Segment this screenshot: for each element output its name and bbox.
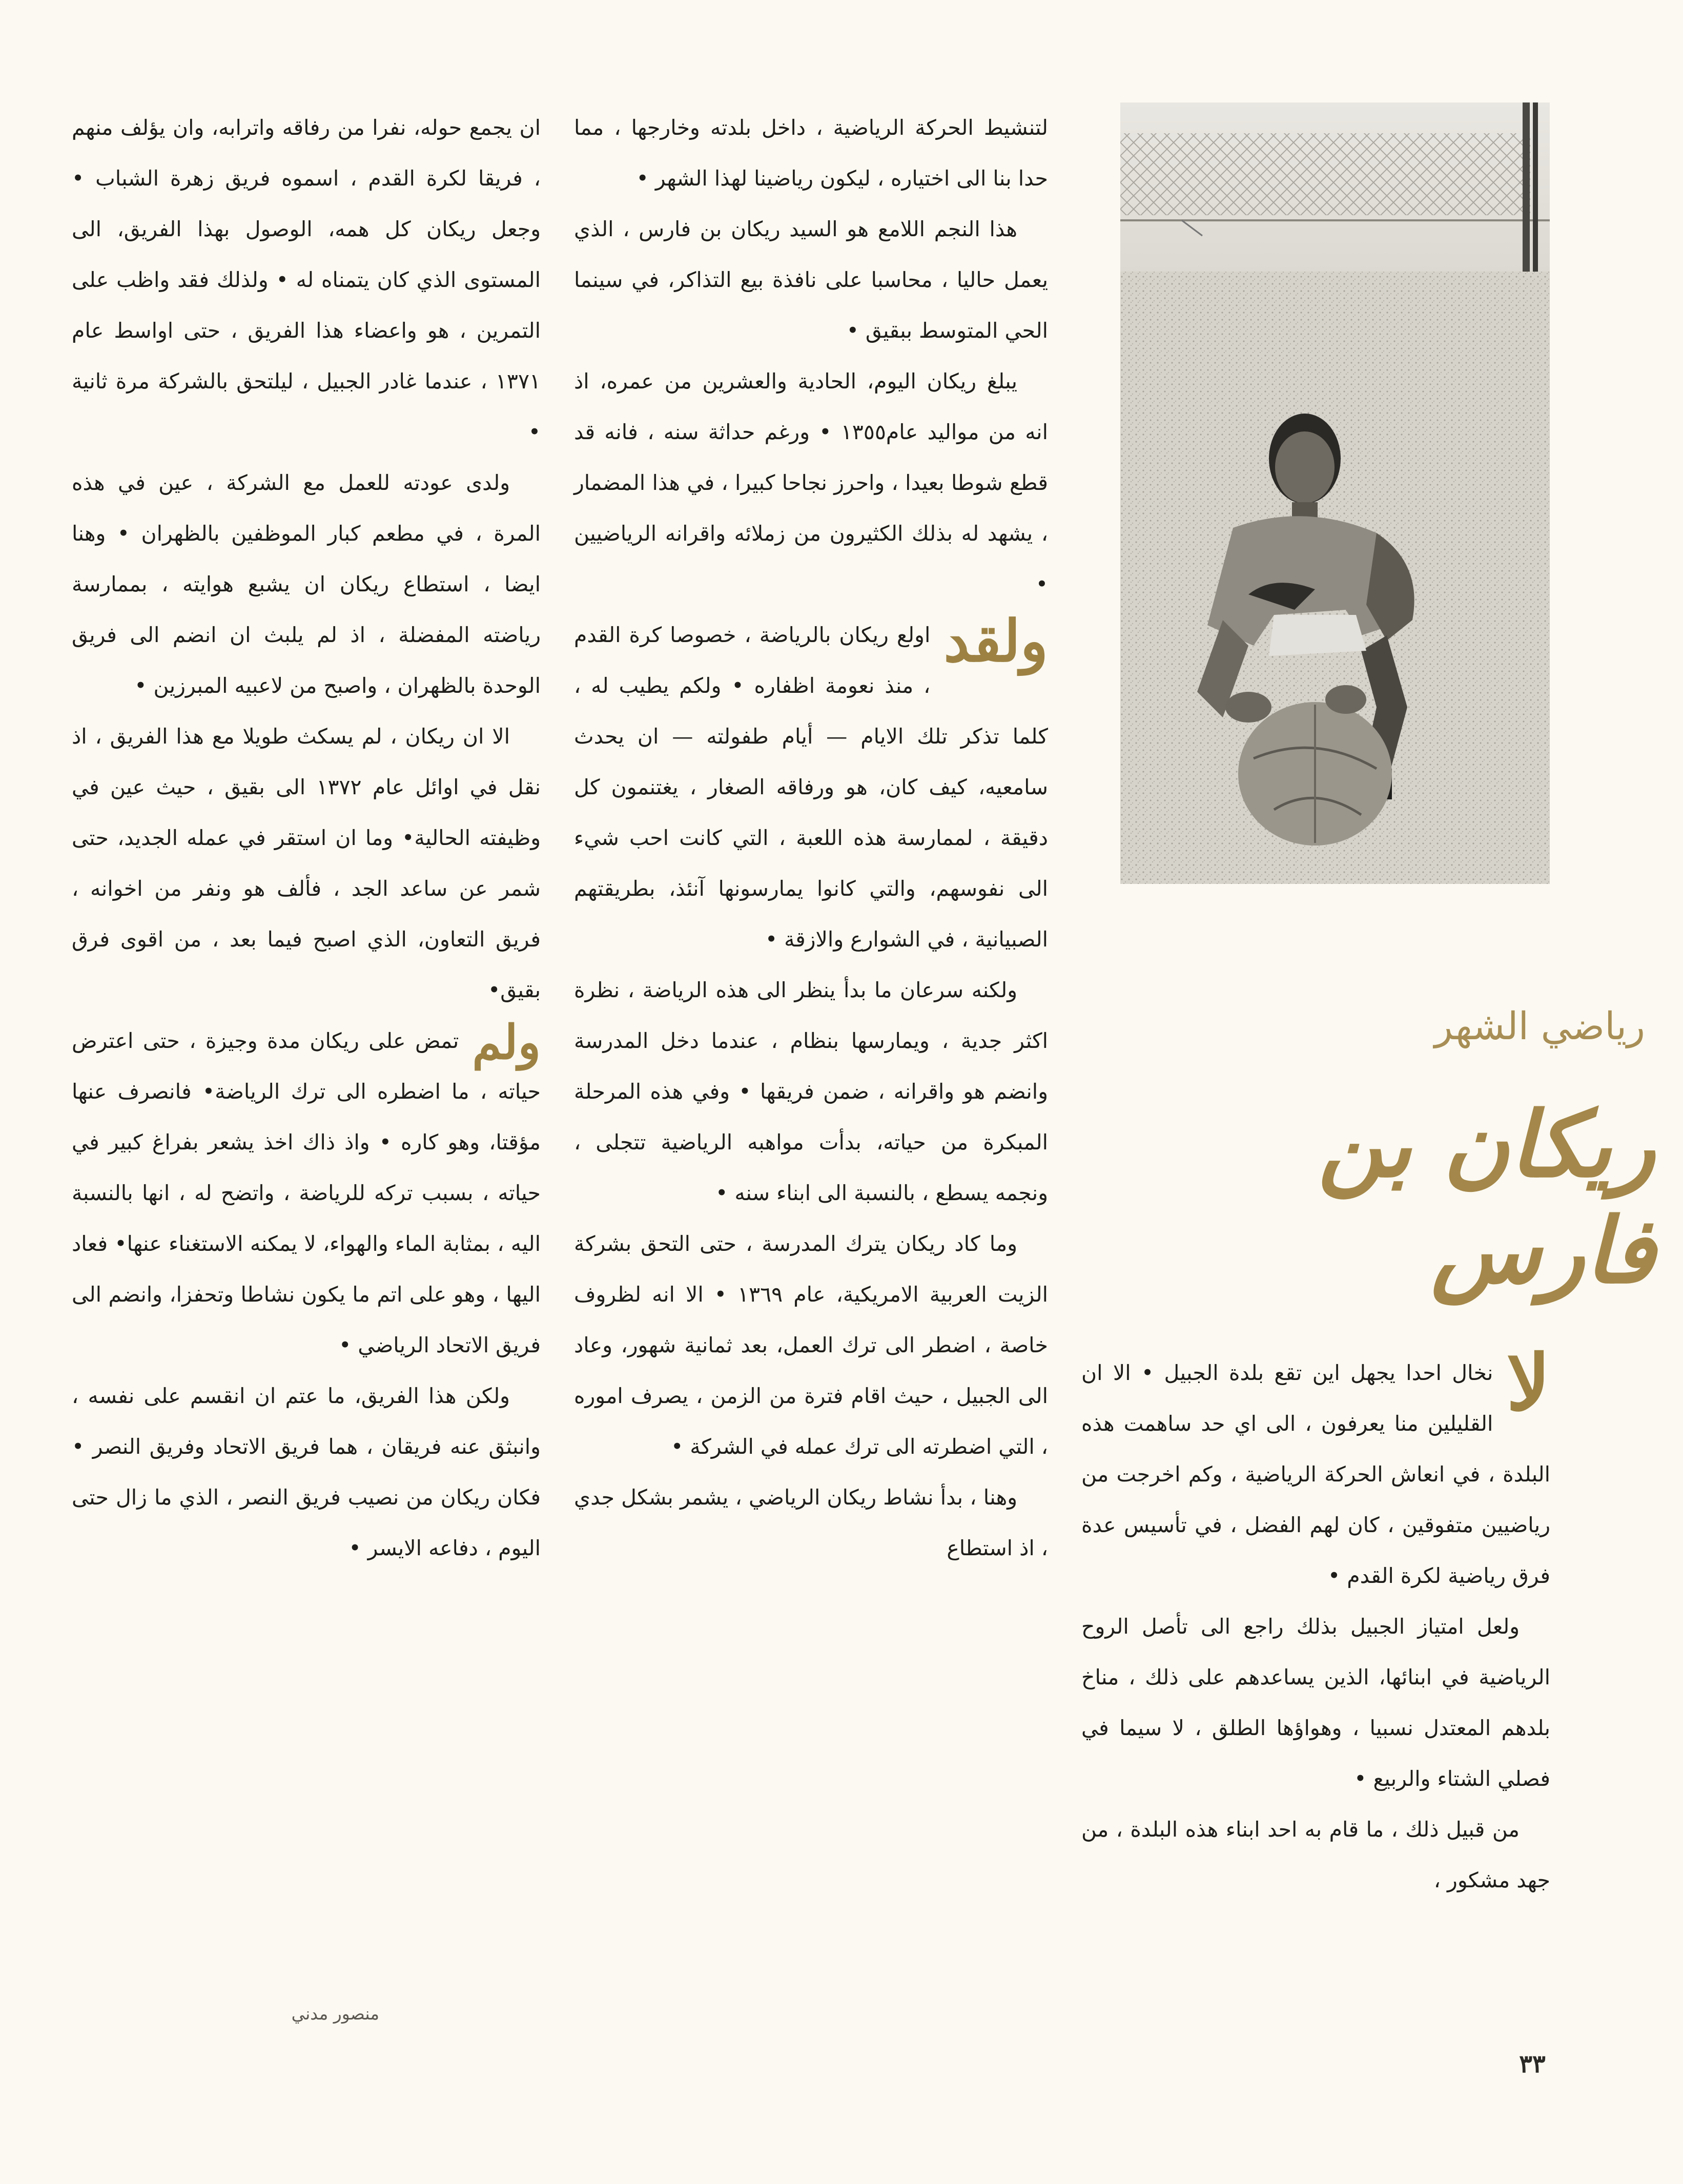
- dropcap: لا: [1506, 1338, 1550, 1428]
- paragraph: ولكن هذا الفريق، ما عتم ان انقسم على نفسه ، وانبثق عنه فريقان ، هما فريق الاتحاد وفريق النصر • فكان ريكان من نصيب فريق النصر ، الذي ما زال حتى اليوم ، دفاعه الايسر •: [72, 1384, 541, 1560]
- paragraph: [72, 1016, 541, 1371]
- paragraph: هذا النجم اللامع هو السيد ريكان بن فارس ، الذي يعمل حاليا ، محاسبا على نافذة بيع التذاكر، في سينما الحي المتوسط ببقيق •: [574, 217, 1048, 343]
- paragraph: من قبيل ذلك ، ما قام به احد ابناء هذه البلدة ، من جهد مشكور ،: [1081, 1817, 1550, 1892]
- dropcap: ولقد: [943, 608, 1048, 675]
- paragraph: يبلغ ريكان اليوم، الحادية والعشرين من عمره، اذ انه من مواليد عام١٣٥٥ • ورغم حداثة سنه ، فانه قد قطع شوطا بعيدا ، واحرز نجاحا كبيرا ، في هذا المضمار ، يشهد له بذلك الكثيرون من زملائه واقرانه الرياضيين •: [574, 369, 1048, 596]
- paragraph: لتنشيط الحركة الرياضية ، داخل بلدته وخارجها ، مما حدا بنا الى اختياره ، ليكون رياضينا لهذا الشهر •: [574, 115, 1048, 191]
- paragraph: [1081, 1338, 1550, 1601]
- paragraph: [574, 610, 1048, 965]
- paragraph: ولعل امتياز الجبيل بذلك راجع الى تأصل الروح الرياضية في ابنائها، الذين يساعدهم على ذلك ، مناخ بلدهم المعتدل نسبيا ، وهواؤها الطلق ، لا سيما في فصلي الشتاء والربيع •: [1081, 1614, 1550, 1791]
- paragraph-text: نخال احدا يجهل اين تقع بلدة الجبيل • الا ان القليلين منا يعرفون ، الى اي حد ساهمت هذه البلدة ، في انعاش الحركة الرياضية ، وكم اخرجت من رياضيين متفوقين ، كان لهم الفضل ، في تأسيس عدة فرق رياضية لكرة القدم •: [1081, 1361, 1550, 1588]
- paragraph: الا ان ريكان ، لم يسكث طويلا مع هذا الفريق ، اذ نقل في اوائل عام ١٣٧٢ الى بقيق ، حيث عين في وظيفته الحالية• وما ان استقر في عمله الجديد، حتى شمر عن ساعد الجد ، فألف هو ونفر من اخوانه ، فريق التعاون، الذي اصبح فيما بعد ، من اقوى فرق بقيق•: [72, 724, 541, 1002]
- paragraph-text: اولع ريكان بالرياضة ، خصوصا كرة القدم ، منذ نعومة اظفاره • ولكم يطيب له ، كلما تذكر تلك الايام — أيام طفولته — ان يحدث سامعيه، كيف كان، هو ورفاقه الصغار ، يغتنمون كل دقيقة ، لممارسة هذه اللعبة ، التي كانت احب شيء الى نفوسهم، والتي كانوا يمارسونها آنئذ، بطريقتهم الصبيانية ، في الشوارع والازقة •: [574, 623, 1048, 952]
- page-number: ٣٣: [1519, 2050, 1546, 2078]
- athlete-photo: [1120, 102, 1550, 884]
- section-label: رياضي الشهر: [1434, 1004, 1645, 1048]
- paragraph: ولدى عودته للعمل مع الشركة ، عين في هذه المرة ، في مطعم كبار الموظفين بالظهران • وهنا ايضا ، استطاع ريكان ان يشبع هوايته ، بممارسة رياضته المفضلة ، اذ لم يلبث ان انضم الى فريق الوحدة بالظهران ، واصبح من لاعبيه المبرزين •: [72, 470, 541, 698]
- article-column-left: [72, 102, 541, 1574]
- paragraph: وما كاد ريكان يترك المدرسة ، حتى التحق بشركة الزيت العربية الامريكية، عام ١٣٦٩ • الا انه لظروف خاصة ، اضطر الى ترك العمل، بعد ثمانية شهور، وعاد الى الجبيل ، حيث اقام فترة من الزمن ، يصرف اموره ، التي اضطرته الى ترك عمله في الشركة •: [574, 1231, 1048, 1459]
- author-byline: منصور مدني: [291, 2004, 379, 2024]
- dropcap: ولم: [472, 1015, 541, 1070]
- article-column-right: [1081, 1338, 1550, 1906]
- article-headline: ريكان بن فارس: [1318, 1091, 1655, 1304]
- paragraph: ولكنه سرعان ما بدأ ينظر الى هذه الرياضة ، نظرة اكثر جدية ، ويمارسها بنظام ، عندما دخل المدرسة وانضم هو واقرانه ، ضمن فريقها • وفي هذه المرحلة المبكرة من حياته، بدأت مواهبه الرياضية تتجلى ، ونجمه يسطع ، بالنسبة الى ابناء سنه •: [574, 978, 1048, 1205]
- article-column-middle: [574, 102, 1048, 1574]
- paragraph-text: تمض على ريكان مدة وجيزة ، حتى اعترض حياته ، ما اضطره الى ترك الرياضة• فانصرف عنها مؤقتا، وهو كاره • واذ ذاك اخذ يشعر بفراغ كبير في حياته ، بسبب تركه للرياضة ، واتضح له ، انها بالنسبة اليه ، بمثابة الماء والهواء، لا يمكنه الاستغناء عنها• فعاد اليها ، وهو على اتم ما يكون نشاطا وتحفزا، وانضم الى فريق الاتحاد الرياضي •: [72, 1028, 541, 1357]
- paragraph: ان يجمع حوله، نفرا من رفاقه واترابه، وان يؤلف منهم ، فريقا لكرة القدم ، اسموه فريق زهرة الشباب • وجعل ريكان كل همه، الوصول بهذا الفريق، الى المستوى الذي كان يتمناه له • ولذلك فقد واظب على التمرين ، هو واعضاء هذا الفريق ، حتى اواسط عام ١٣٧١ ، عندما غادر الجبيل ، ليلتحق بالشركة مرة ثانية •: [72, 115, 541, 444]
- paragraph: وهنا ، بدأ نشاط ريكان الرياضي ، يشمر بشكل جدي ، اذ استطاع: [574, 1485, 1048, 1560]
- athlete-photo-graphic: [1120, 102, 1550, 884]
